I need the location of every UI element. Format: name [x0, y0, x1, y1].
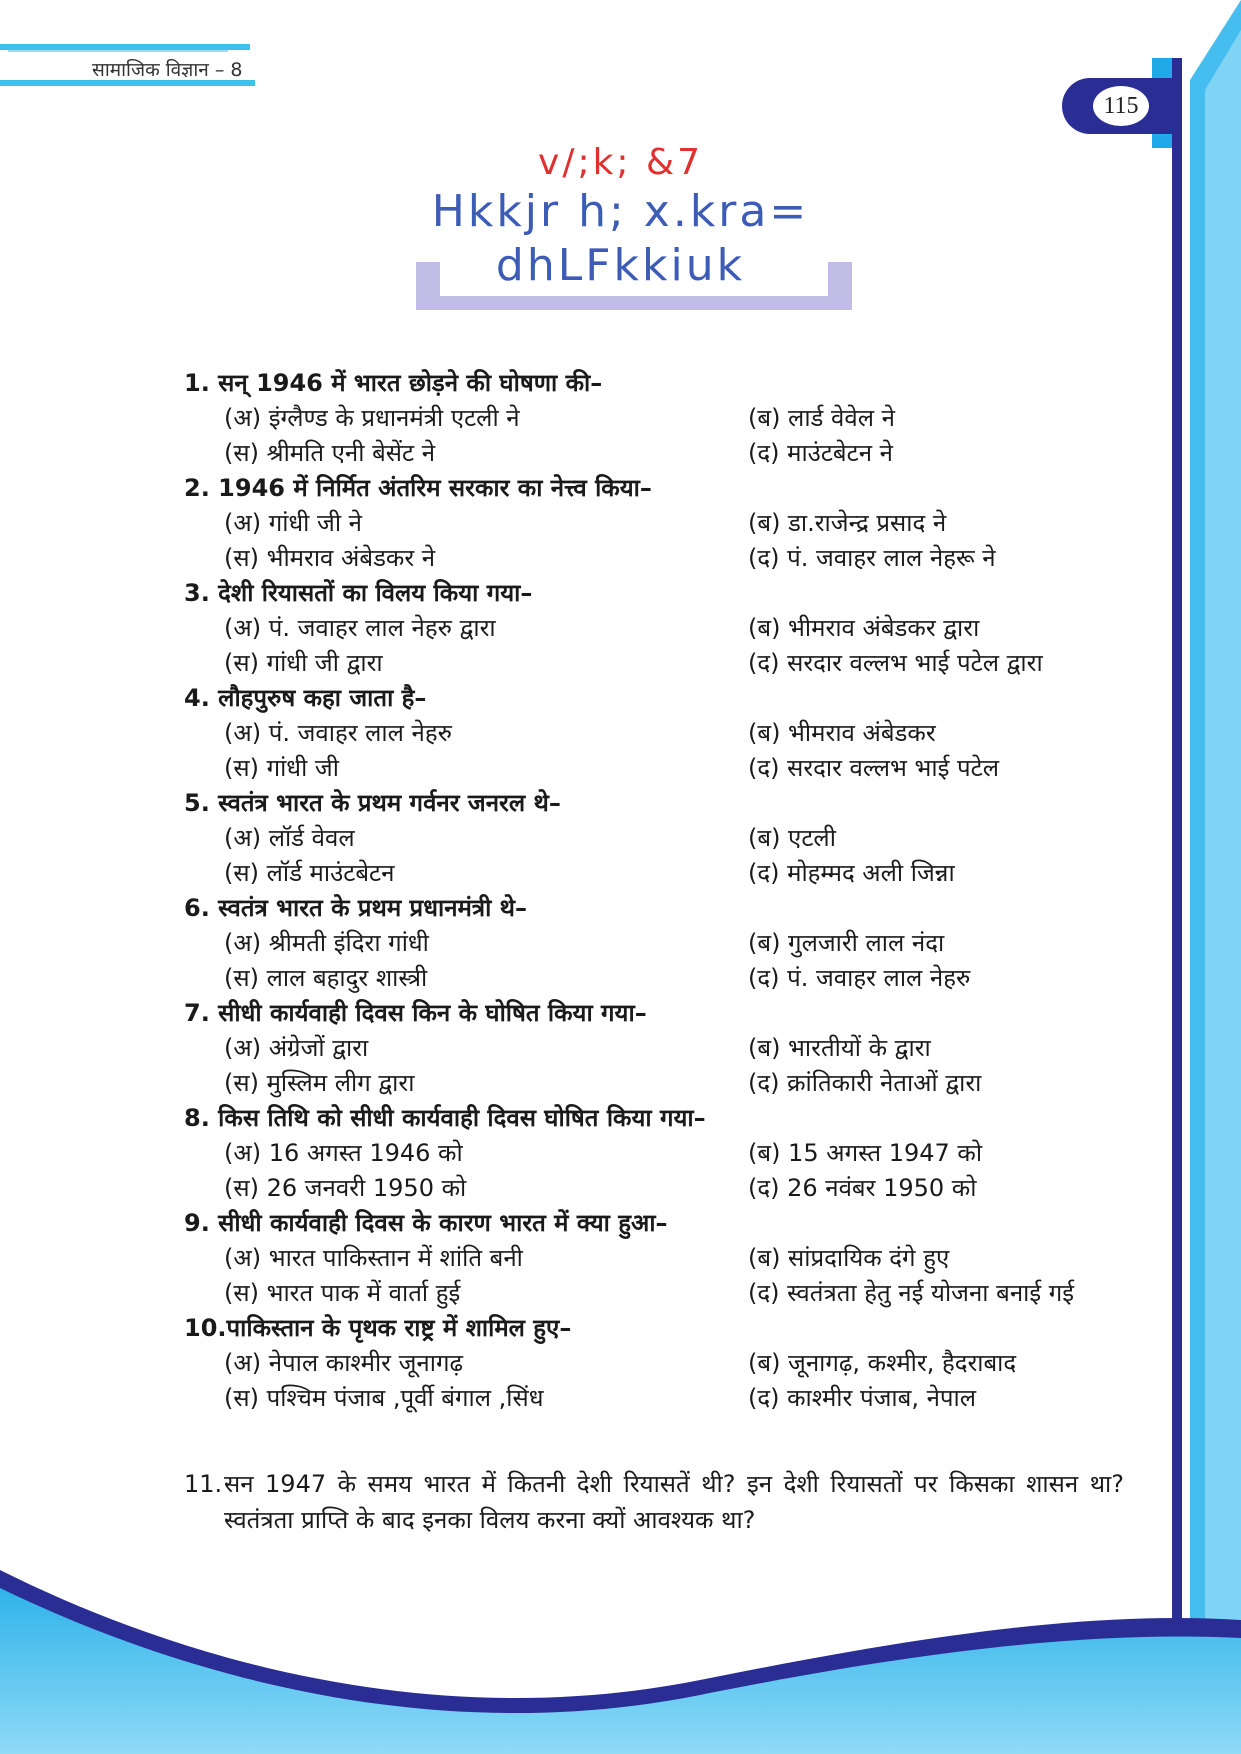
option-b: (ब) गुलजारी लाल नंदा: [748, 929, 945, 957]
option-b: (ब) जूनागढ़, कश्मीर, हैदराबाद: [748, 1349, 1017, 1377]
question-item: [184, 891, 1144, 996]
option-a: (अ) श्रीमती इंदिरा गांधी: [224, 929, 429, 957]
option-c: (स) गांधी जी: [224, 754, 339, 782]
option-row: [184, 961, 1144, 996]
option-a: (अ) पं. जवाहर लाल नेहरु: [224, 719, 452, 747]
option-a: (अ) नेपाल काश्मीर जूनागढ़: [224, 1349, 463, 1377]
option-row: [184, 611, 1144, 646]
option-d: (द) 26 नवंबर 1950 को: [748, 1174, 977, 1202]
question-text: 8. किस तिथि को सीधी कार्यवाही दिवस घोषित किया गया–: [184, 1104, 706, 1132]
option-d: (द) सरदार वल्लभ भाई पटेल: [748, 754, 999, 782]
option-row: [184, 926, 1144, 961]
option-b: (ब) 15 अगस्त 1947 को: [748, 1139, 983, 1167]
question-text: 4. लौहपुरुष कहा जाता है–: [184, 684, 427, 712]
subject-label: सामाजिक विज्ञान – 8: [92, 59, 243, 81]
option-c: (स) गांधी जी द्वारा: [224, 649, 383, 677]
option-b: (ब) सांप्रदायिक दंगे हुए: [748, 1244, 950, 1272]
option-row: [184, 1346, 1144, 1381]
question-text: 3. देशी रियासतों का विलय किया गया–: [184, 579, 533, 607]
question-item: [184, 576, 1144, 681]
question-item: [184, 366, 1144, 471]
option-c: (स) लॉर्ड माउंटबेटन: [224, 859, 395, 887]
question-text: 9. सीधी कार्यवाही दिवस के कारण भारत में क्या हुआ–: [184, 1209, 668, 1237]
option-row: [184, 1381, 1144, 1416]
page-number: 115: [1093, 86, 1149, 126]
question-11-number: 11.: [184, 1470, 223, 1498]
option-row: [184, 506, 1144, 541]
question-item: [184, 1311, 1144, 1416]
question-11-text: सन 1947 के समय भारत में कितनी देशी रियासतें थी? इन देशी रियासतों पर किसका शासन था? स्वतंत्रता प्राप्ति के बाद इनका विलय करना क्यों आवश्यक था?: [224, 1470, 1124, 1534]
option-a: (अ) 16 अगस्त 1946 को: [224, 1139, 463, 1167]
option-row: [184, 646, 1144, 681]
option-c: (स) भारत पाक में वार्ता हुई: [224, 1279, 461, 1307]
option-row: [184, 541, 1144, 576]
question-text: 7. सीधी कार्यवाही दिवस किन के घोषित किया गया–: [184, 999, 647, 1027]
bottom-wave-decoration: [0, 1560, 1241, 1754]
question-item: [184, 1101, 1144, 1206]
chapter-number: v/;k; &7: [538, 142, 703, 183]
option-row: [184, 751, 1144, 786]
option-row: [184, 821, 1144, 856]
option-c: (स) श्रीमति एनी बेसेंट ने: [224, 439, 436, 467]
option-d: (द) सरदार वल्लभ भाई पटेल द्वारा: [748, 649, 1043, 677]
question-item: [184, 681, 1144, 786]
option-b: (ब) डा.राजेन्द्र प्रसाद ने: [748, 509, 947, 537]
option-row: [184, 1031, 1144, 1066]
option-a: (अ) अंग्रेजों द्वारा: [224, 1034, 369, 1062]
chapter-title-line1: Hkkjr h; x.kra=: [431, 186, 810, 237]
option-row: [184, 401, 1144, 436]
option-a: (अ) लॉर्ड वेवल: [224, 824, 355, 852]
question-item: [184, 996, 1144, 1101]
option-row: [184, 1276, 1144, 1311]
question-item: [184, 786, 1144, 891]
option-a: (अ) भारत पाकिस्तान में शांति बनी: [224, 1244, 523, 1272]
option-d: (द) स्वतंत्रता हेतु नई योजना बनाई गई: [748, 1279, 1075, 1307]
chapter-title-line2: dhLFkkiuk: [495, 240, 746, 291]
option-c: (स) मुस्लिम लीग द्वारा: [224, 1069, 415, 1097]
option-d: (द) काश्मीर पंजाब, नेपाल: [748, 1384, 977, 1412]
option-b: (ब) भीमराव अंबेडकर द्वारा: [748, 614, 980, 642]
option-b: (ब) भीमराव अंबेडकर: [748, 719, 936, 747]
option-d: (द) माउंटबेटन ने: [748, 439, 893, 467]
option-b: (ब) भारतीयों के द्वारा: [748, 1034, 931, 1062]
question-text: 6. स्वतंत्र भारत के प्रथम प्रधानमंत्री थे–: [184, 894, 528, 922]
option-row: [184, 1136, 1144, 1171]
option-c: (स) 26 जनवरी 1950 को: [224, 1174, 467, 1202]
question-list: [184, 366, 1144, 1416]
header-rule: [8, 50, 228, 52]
option-c: (स) पश्चिम पंजाब ,पूर्वी बंगाल ,सिंध: [224, 1384, 544, 1412]
option-b: (ब) एटली: [748, 824, 836, 852]
question-text: 5. स्वतंत्र भारत के प्रथम गर्वनर जनरल थे–: [184, 789, 561, 817]
option-row: [184, 436, 1144, 471]
option-a: (अ) गांधी जी ने: [224, 509, 362, 537]
question-item: [184, 471, 1144, 576]
option-a: (अ) पं. जवाहर लाल नेहरु द्वारा: [224, 614, 496, 642]
option-d: (द) पं. जवाहर लाल नेहरू ने: [748, 544, 996, 572]
right-navy-bar: [1172, 58, 1182, 1618]
option-d: (द) पं. जवाहर लाल नेहरु: [748, 964, 971, 992]
option-b: (ब) लार्ड वेवेल ने: [748, 404, 895, 432]
question-text: 2. 1946 में निर्मित अंतरिम सरकार का नेत्त्व किया–: [184, 474, 652, 502]
option-row: [184, 1066, 1144, 1101]
option-row: [184, 716, 1144, 751]
question-text: 10.पाकिस्तान के पृथक राष्ट्र में शामिल हुए–: [184, 1314, 572, 1342]
option-row: [184, 856, 1144, 891]
option-a: (अ) इंग्लैण्ड के प्रधानमंत्री एटली ने: [224, 404, 520, 432]
option-row: [184, 1241, 1144, 1276]
question-11: [184, 1466, 1124, 1538]
option-d: (द) क्रांतिकारी नेताओं द्वारा: [748, 1069, 982, 1097]
option-c: (स) लाल बहादुर शास्त्री: [224, 964, 428, 992]
option-c: (स) भीमराव अंबेडकर ने: [224, 544, 436, 572]
question-text: 1. सन् 1946 में भारत छोड़ने की घोषणा की–: [184, 369, 603, 397]
question-item: [184, 1206, 1144, 1311]
option-row: [184, 1171, 1144, 1206]
option-d: (द) मोहम्मद अली जिन्ना: [748, 859, 955, 887]
